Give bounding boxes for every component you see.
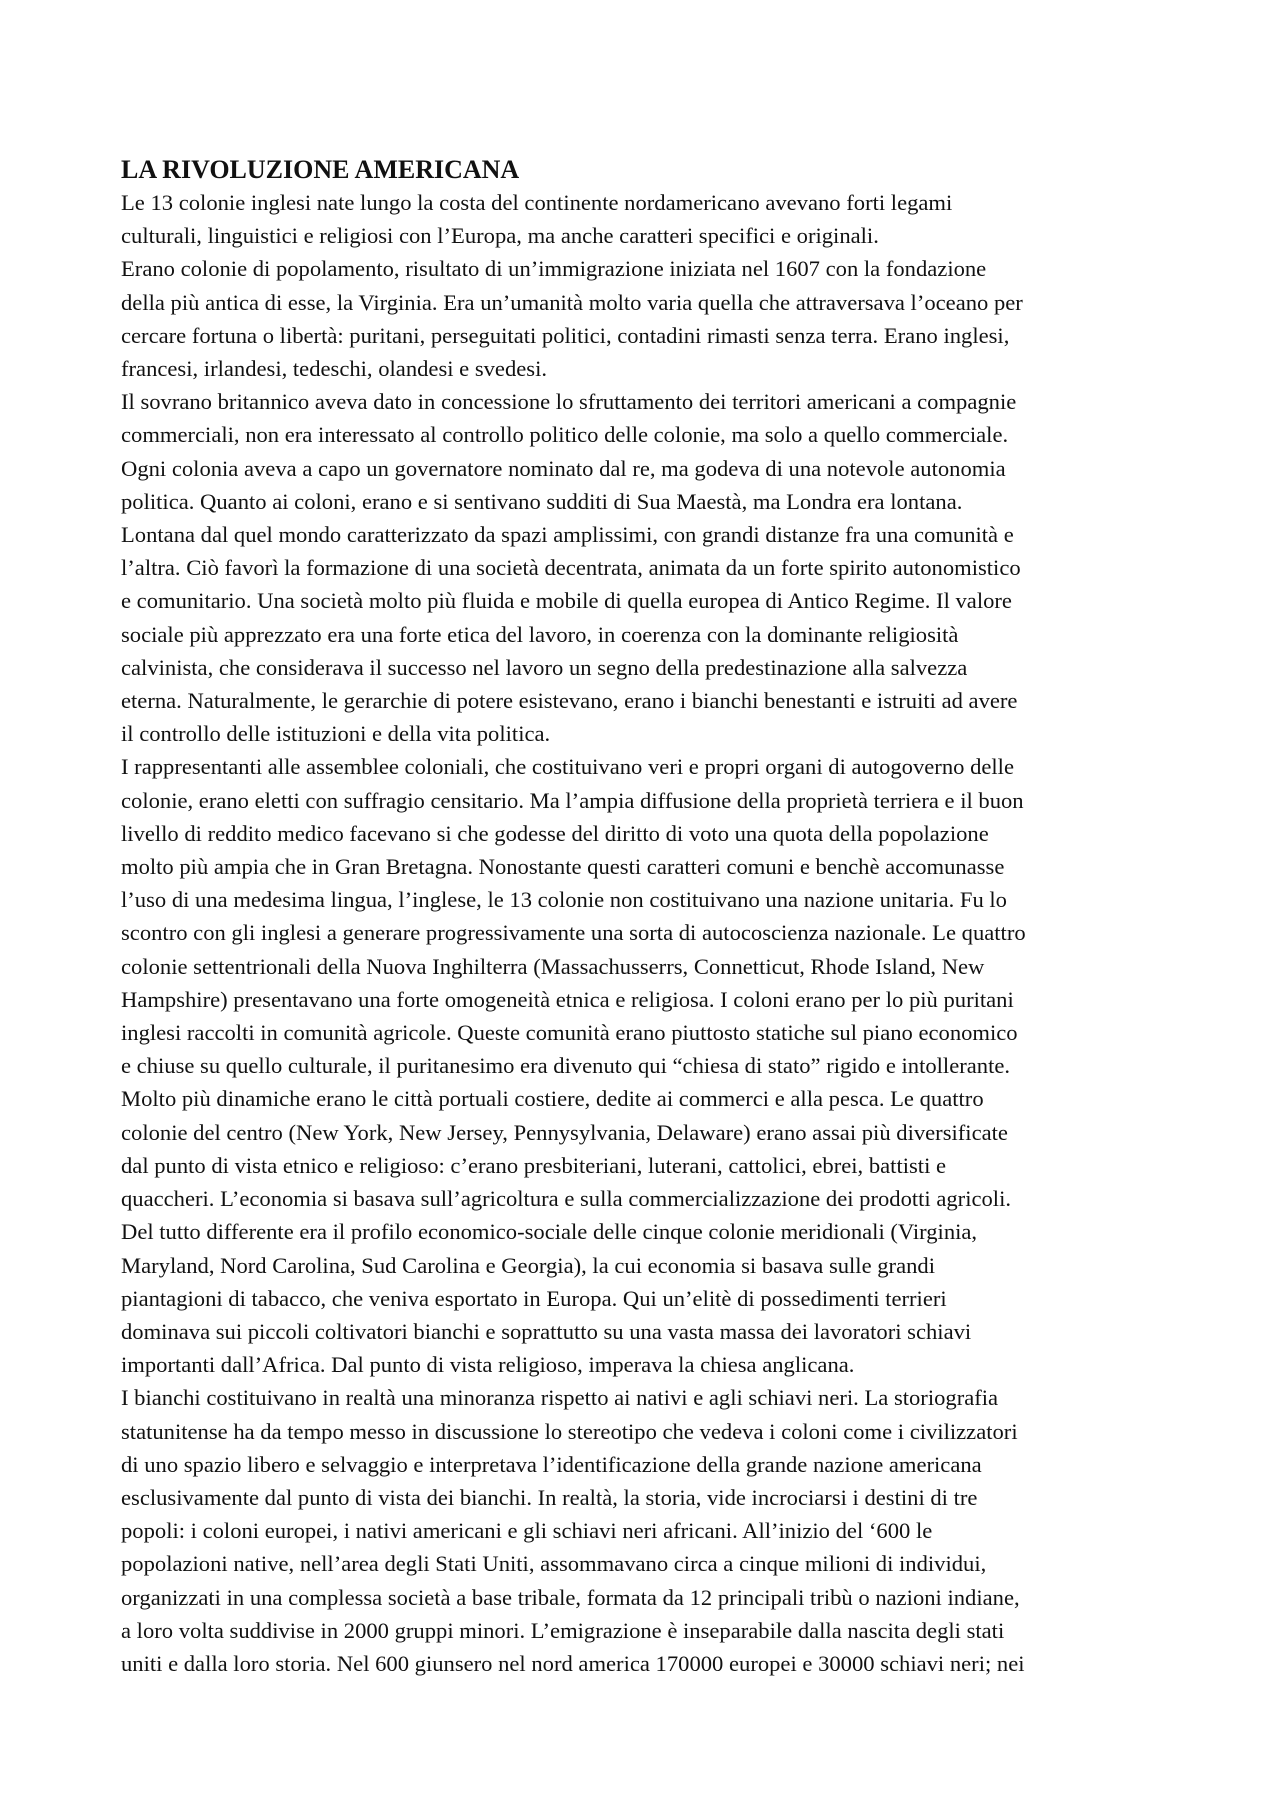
text-line: Hampshire) presentavano una forte omogeneità etnica e religiosa. I coloni erano per lo più puritani	[121, 986, 1014, 1012]
text-lines	[121, 186, 1166, 1680]
text-line: scontro con gli inglesi a generare progressivamente una sorta di autocoscienza nazionale. Le quattro	[121, 920, 1026, 946]
text-line: dominava sui piccoli coltivatori bianchi e soprattutto su una vasta massa dei lavoratori schiavi	[121, 1318, 972, 1344]
text-line: Molto più dinamiche erano le città portuali costiere, dedite ai commerci e alla pesca. Le quattro	[121, 1086, 984, 1112]
text-line: politica. Quanto ai coloni, erano e si sentivano sudditi di Sua Maestà, ma Londra era lontana.	[121, 488, 963, 514]
text-line: sociale più apprezzato era una forte etica del lavoro, in coerenza con la dominante religiosità	[121, 621, 959, 647]
text-line: colonie del centro (New York, New Jersey, Pennysylvania, Delaware) erano assai più diversificate	[121, 1119, 1008, 1145]
text-line: l’uso di una medesima lingua, l’inglese, le 13 colonie non costituivano una nazione unitaria. Fu lo	[121, 887, 1007, 913]
text-line: cercare fortuna o libertà: puritani, perseguitati politici, contadini rimasti senza terra. Erano inglesi,	[121, 322, 1010, 348]
text-line: organizzati in una complessa società a base tribale, formata da 12 principali tribù o nazioni indiane,	[121, 1584, 1020, 1610]
text-line: Maryland, Nord Carolina, Sud Carolina e Georgia), la cui economia si basava sulle grandi	[121, 1252, 935, 1278]
text-line: Lontana dal quel mondo caratterizzato da spazi amplissimi, con grandi distanze fra una comunità e	[121, 522, 1014, 548]
text-line: quaccheri. L’economia si basava sull’agricoltura e sulla commercializzazione dei prodotti agricoli.	[121, 1186, 1012, 1212]
text-line: popoli: i coloni europei, i nativi americani e gli schiavi neri africani. All’inizio del ‘600 le	[121, 1518, 933, 1544]
text-line: Ogni colonia aveva a capo un governatore nominato dal re, ma godeva di una notevole autonomia	[121, 455, 1006, 481]
text-line: esclusivamente dal punto di vista dei bianchi. In realtà, la storia, vide incrociarsi i destini di tre	[121, 1484, 978, 1510]
text-line: colonie, erano eletti con suffragio censitario. Ma l’ampia diffusione della proprietà terriera e il buon	[121, 787, 1024, 813]
document-body	[121, 153, 1166, 1680]
text-line: Erano colonie di popolamento, risultato di un’immigrazione iniziata nel 1607 con la fondazione	[121, 256, 987, 282]
text-line: culturali, linguistici e religiosi con l’Europa, ma anche caratteri specifici e originali.	[121, 223, 879, 249]
text-line: commerciali, non era interessato al controllo politico delle colonie, ma solo a quello commerciale.	[121, 422, 1009, 448]
text-line: dal punto di vista etnico e religioso: c’erano presbiteriani, luterani, cattolici, ebrei, battisti e	[121, 1152, 947, 1178]
text-line: calvinista, che considerava il successo nel lavoro un segno della predestinazione alla salvezza	[121, 654, 968, 680]
text-line: a loro volta suddivise in 2000 gruppi minori. L’emigrazione è inseparabile dalla nascita degli stati	[121, 1617, 1005, 1643]
text-line: uniti e dalla loro storia. Nel 600 giunsero nel nord america 170000 europei e 30000 schiavi neri; nei	[121, 1650, 1025, 1676]
text-line: Il sovrano britannico aveva dato in concessione lo sfruttamento dei territori americani a compagnie	[121, 389, 1017, 415]
text-line: e chiuse su quello culturale, il puritanesimo era divenuto qui “chiesa di stato” rigido e intollerante.	[121, 1053, 1011, 1079]
text-line: statunitense ha da tempo messo in discussione lo stereotipo che vedeva i coloni come i civilizzatori	[121, 1418, 1018, 1444]
text-line: importanti dall’Africa. Dal punto di vista religioso, imperava la chiesa anglicana.	[121, 1352, 855, 1378]
page-title: LA RIVOLUZIONE AMERICANA	[121, 155, 520, 184]
text-line: e comunitario. Una società molto più fluida e mobile di quella europea di Antico Regime. Il valore	[121, 588, 1012, 614]
text-line: popolazioni native, nell’area degli Stati Uniti, assommavano circa a cinque milioni di individui,	[121, 1551, 987, 1577]
text-line: I rappresentanti alle assemblee coloniali, che costituivano veri e propri organi di autogoverno delle	[121, 754, 1014, 780]
text-line: colonie settentrionali della Nuova Inghilterra (Massachusserrs, Connetticut, Rhode Island, New	[121, 953, 985, 979]
text-line: livello di reddito medico facevano si che godesse del diritto di voto una quota della popolazione	[121, 820, 989, 846]
text-line: di uno spazio libero e selvaggio e interpretava l’identificazione della grande nazione americana	[121, 1451, 982, 1477]
text-line: Le 13 colonie inglesi nate lungo la costa del continente nordamericano avevano forti legami	[121, 190, 953, 215]
text-line: francesi, irlandesi, tedeschi, olandesi e svedesi.	[121, 356, 547, 382]
text-line: l’altra. Ciò favorì la formazione di una società decentrata, animata da un forte spirito autonomistico	[121, 555, 1021, 581]
text-line: I bianchi costituivano in realtà una minoranza rispetto ai nativi e agli schiavi neri. La storiografia	[121, 1385, 999, 1411]
text-line: eterna. Naturalmente, le gerarchie di potere esistevano, erano i bianchi benestanti e istruiti ad avere	[121, 688, 1018, 714]
text-line: piantagioni di tabacco, che veniva esportato in Europa. Qui un’elitè di possedimenti terrieri	[121, 1285, 947, 1311]
text-line: Del tutto differente era il profilo economico-sociale delle cinque colonie meridionali (Virginia,	[121, 1219, 978, 1245]
text-line: il controllo delle istituzioni e della vita politica.	[121, 721, 551, 747]
text-line: molto più ampia che in Gran Bretagna. Nonostante questi caratteri comuni e benchè accomunasse	[121, 854, 1005, 880]
text-line: inglesi raccolti in comunità agricole. Queste comunità erano piuttosto statiche sul piano economico	[121, 1020, 1018, 1046]
text-line: della più antica di esse, la Virginia. Era un’umanità molto varia quella che attraversava l’oceano per	[121, 289, 1023, 315]
